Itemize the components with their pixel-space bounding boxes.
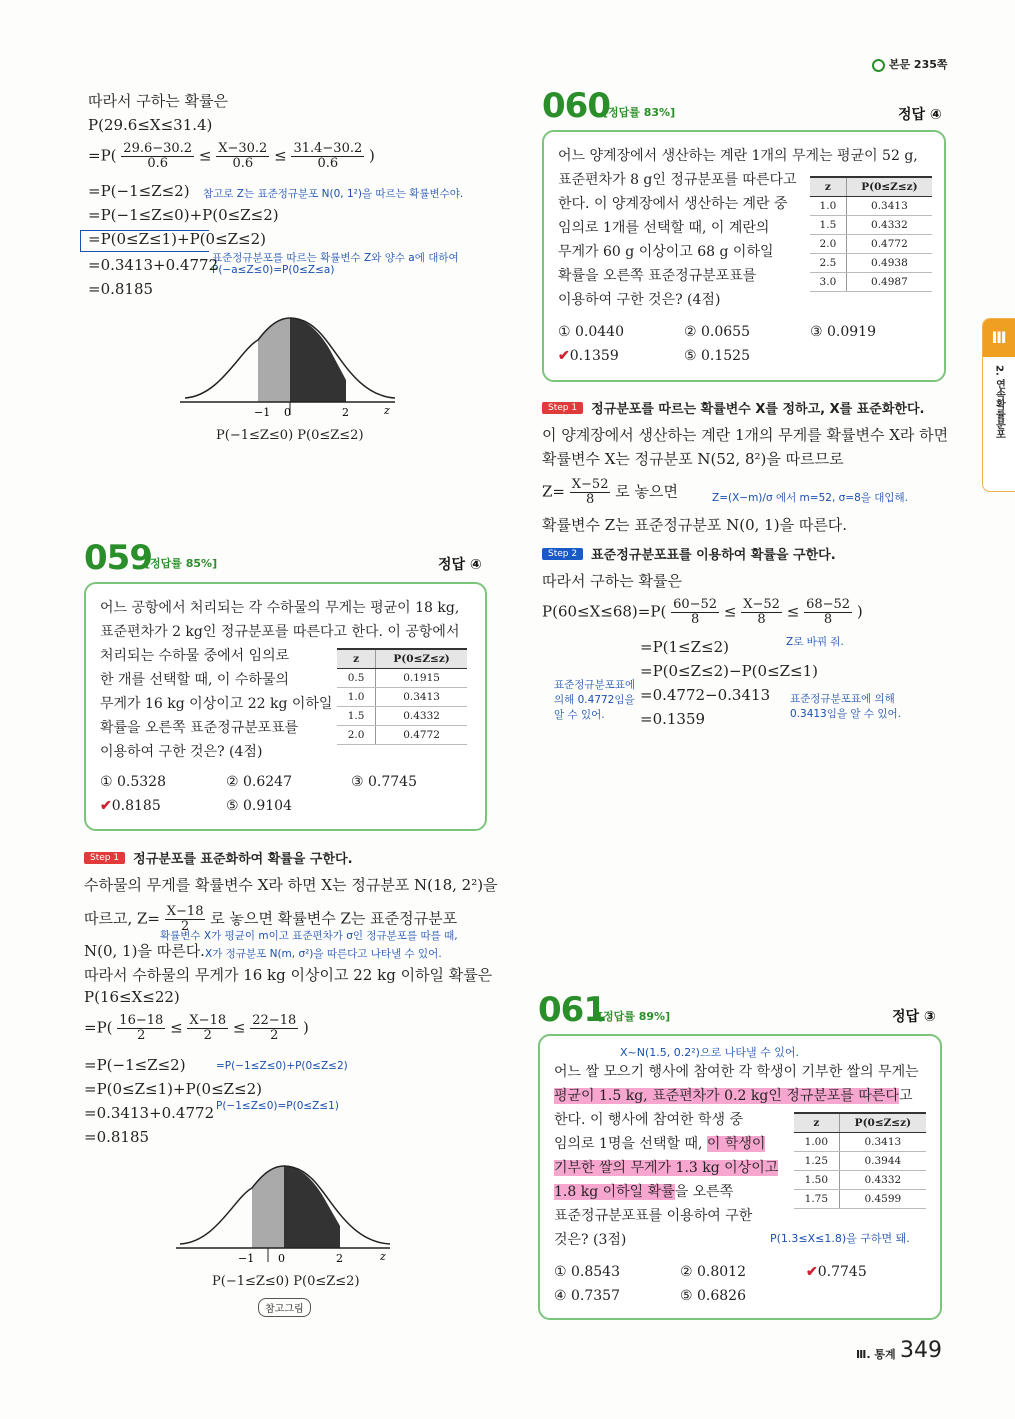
rate-059: [정답률 85%] — [145, 557, 218, 570]
sol-060-2: 확률변수 X는 정규분포 N(52, 8²)을 따르므로 — [542, 450, 844, 468]
note-059-1: 확률변수 X가 평균이 m이고 표준편차가 σ인 정규분포를 따를 때, — [160, 930, 458, 942]
sol-059-9: =0.8185 — [84, 1128, 150, 1146]
rate-060: [정답률 83%] — [603, 106, 676, 119]
choice-4-selected[interactable]: ✔0.8185 — [100, 798, 161, 814]
check-icon: ✔ — [806, 1264, 818, 1280]
step-line-3: =P(0≤Z≤1)+P(0≤Z≤2) — [88, 230, 267, 248]
sol-060-1: 이 양계장에서 생산하는 계란 1개의 무게를 확률변수 X라 하면 — [542, 426, 949, 444]
curve-caption-2: P(−1≤Z≤0) P(0≤Z≤2) — [212, 1274, 360, 1289]
choice-1[interactable]: ① 0.0440 — [558, 324, 624, 340]
choice-4-selected[interactable]: ✔0.1359 — [558, 348, 619, 364]
frac-line: =P( $\frac{29.6-30.2}{0.6}$ ≤ $\frac{X-30.2}{0.6}$ ≤ $\frac{31.4-30.2}{0.6}$ ) — [88, 141, 375, 171]
shaded-neg-2 — [252, 1166, 284, 1248]
prob-expr: P(29.6≤X≤31.4) — [88, 116, 213, 134]
tick-2-2: 2 — [336, 1252, 343, 1265]
sol-059-7: =P(0≤Z≤1)+P(0≤Z≤2) — [84, 1080, 263, 1098]
choice-5[interactable]: ⑤ 0.9104 — [226, 798, 292, 814]
problem-number-060: 060 — [542, 86, 610, 126]
zline-060: Z= $\frac{X-52}{8}$ 로 놓으면 — [542, 477, 678, 507]
sol-059-6: =P(−1≤Z≤2) — [84, 1056, 186, 1074]
note-061-top: X~N(1.5, 0.2²)으로 나타낼 수 있어. — [620, 1046, 799, 1059]
sol-059-1: 수하물의 무게를 확률변수 X라 하면 X는 정규분포 N(18, 2²)을 — [84, 876, 498, 894]
choice-5[interactable]: ⑤ 0.1525 — [684, 348, 750, 364]
step-line-2: =P(−1≤Z≤0)+P(0≤Z≤2) — [88, 206, 279, 224]
note-060-zconv: Z로 바꿔 줘. — [786, 636, 844, 648]
step2-060: Step 2 표준정규분포표를 이용하여 확률을 구한다. — [542, 544, 836, 563]
sol-059-4: 따라서 수하물의 무게가 16 kg 이상이고 22 kg 이하일 확률은 — [84, 966, 493, 984]
question-box-059 — [84, 582, 487, 831]
tick-2: 2 — [342, 406, 349, 419]
sol-060-4: 따라서 구하는 확률은 — [542, 572, 682, 590]
note-symmetry-a: 표준정규분포를 따르는 확률변수 Z와 양수 a에 대하여 — [212, 252, 459, 264]
sol-060-5: =P(1≤Z≤2) — [640, 638, 730, 656]
rate-061: [정답률 89%] — [598, 1010, 671, 1023]
choice-4[interactable]: ④ 0.7357 — [554, 1288, 620, 1304]
side-tab — [982, 318, 1015, 492]
tick-neg1: −1 — [254, 406, 271, 419]
sol-059-5: P(16≤X≤22) — [84, 988, 180, 1006]
curve-caption-1: P(−1≤Z≤0) P(0≤Z≤2) — [216, 428, 364, 443]
circle-icon — [872, 59, 885, 72]
question-box-060 — [542, 130, 946, 382]
choice-2[interactable]: ② 0.0655 — [684, 324, 750, 340]
sol-intro: 따라서 구하는 확률은 — [88, 92, 228, 110]
answer-060: 정답 ④ — [898, 107, 942, 123]
z-table-059: z P(0≤Z≤z) 0.5 0.1915 1.0 0.3413 1.5 0.4332 2.0 0.4772 — [337, 648, 467, 745]
tick-neg1-2: −1 — [238, 1252, 255, 1265]
question-text-061: 어느 쌀 모으기 행사에 참여한 각 학생이 기부한 쌀의 무게는 평균이 1.5 kg, 표준편차가 0.2 kg인 정규분포를 따른다고 한다. 이 행사에 참여한 학생 중 임의로 1명을 선택할 때, 이 학생이 기부한 쌀의 무게가 1.3 kg 이상이고 1.8 kg 이하일 확률을 오른쪽 표준정규분포표를 이용하여 구한 것은? (3점) — [554, 1064, 919, 1248]
note-060-left: 표준정규분포표에 의해 0.4772임을 알 수 있어. — [554, 679, 636, 721]
question-box-061 — [538, 1034, 942, 1320]
answer-061: 정답 ③ — [892, 1009, 936, 1025]
question-text-059: 어느 공항에서 처리되는 각 수하물의 무게는 평균이 18 kg, 표준편차가 2 kg인 정규분포를 따른다고 한다. 이 공항에서 처리되는 수하물 중에서 임의로 한 개를 선택할 때, 이 수하물의 무게가 16 kg 이상이고 22 kg 이하일 확률을 오른쪽 표준정규분포표를 이용하여 구한 것은? (4점) — [100, 600, 460, 760]
tick-0-2: 0 — [278, 1252, 285, 1265]
step1-059: Step 1 정규분포를 표준화하여 확률을 구한다. — [84, 848, 353, 867]
tick-z: z — [384, 404, 390, 417]
tick-z-2: z — [380, 1250, 386, 1263]
step-line-5: =0.8185 — [88, 280, 154, 298]
bracket — [80, 230, 209, 252]
choice-1[interactable]: ① 0.5328 — [100, 774, 166, 790]
choice-3[interactable]: ③ 0.0919 — [810, 324, 876, 340]
choice-2[interactable]: ② 0.8012 — [680, 1264, 746, 1280]
sol-059-3: N(0, 1)을 따른다. — [84, 942, 205, 960]
ref-figure-tag: 참고그림 — [258, 1298, 311, 1317]
question-text-060: 어느 양계장에서 생산하는 계란 1개의 무게는 평균이 52 g, 표준편차가 8 g인 정규분포를 따른다고 한다. 이 양계장에서 생산하는 계란 중 임의로 1개를 선택할 때, 이 계란의 무게가 60 g 이상이고 68 g 이하일 확률을 오른쪽 표준정규분포표를 이용하여 구한 것은? (4점) — [558, 148, 918, 308]
side-tab-roman: Ⅲ — [983, 319, 1015, 357]
note-standard: 참고로 Z는 표준정규분포 N(0, 1²)을 따르는 확률변수야. — [203, 188, 464, 200]
frac-line-059: =P( $\frac{16-18}{2}$ ≤ $\frac{X-18}{2}$ ≤ $\frac{22-18}{2}$ ) — [84, 1013, 309, 1043]
sol-060-3: 확률변수 Z는 표준정규분포 N(0, 1)을 따른다. — [542, 516, 848, 534]
note-061-bottom: P(1.3≤X≤1.8)을 구하면 돼. — [770, 1232, 910, 1245]
sol-060-7: =0.4772−0.3413 — [640, 686, 771, 704]
page-ref: 본문 235쪽 — [872, 56, 948, 72]
tick-0: 0 — [284, 406, 291, 419]
problem-number-059: 059 — [84, 538, 152, 578]
note-059-4: P(−1≤Z≤0)=P(0≤Z≤1) — [216, 1100, 339, 1112]
note-060-right: 표준정규분포표에 의해 0.3413임을 알 수 있어. — [790, 693, 901, 720]
note-059-3: =P(−1≤Z≤0)+P(0≤Z≤2) — [216, 1060, 348, 1072]
choice-3[interactable]: ③ 0.7745 — [351, 774, 417, 790]
shaded-neg — [258, 318, 290, 402]
sol-059-8: =0.3413+0.4772 — [84, 1104, 215, 1122]
choice-1[interactable]: ① 0.8543 — [554, 1264, 620, 1280]
problem-number-061: 061 — [538, 990, 606, 1030]
z-table-061: z P(0≤Z≤z) 1.00 0.3413 1.25 0.3944 1.50 0.4332 1.75 0.4599 — [794, 1112, 926, 1209]
footer-section: Ⅲ. 통계 — [856, 1348, 896, 1361]
choice-3-selected[interactable]: ✔0.7745 — [806, 1264, 867, 1280]
note-059-2: X가 정규분포 N(m, σ²)을 따른다고 나타낼 수 있어. — [205, 948, 442, 960]
check-icon: ✔ — [100, 798, 112, 814]
normal-curve-2 — [176, 1158, 396, 1278]
z-table-060: z P(0≤Z≤z) 1.0 0.3413 1.5 0.4332 2.0 0.4772 2.5 0.4938 3.0 0.4987 — [810, 176, 932, 292]
frac-line-060: P(60≤X≤68)=P( $\frac{60-52}{8}$ ≤ $\frac{X-52}{8}$ ≤ $\frac{68-52}{8}$ ) — [542, 597, 863, 627]
check-icon: ✔ — [558, 348, 570, 364]
page-number: 349 — [900, 1338, 942, 1363]
sol-060-8: =0.1359 — [640, 710, 706, 728]
step1-060: Step 1 정규분포를 따르는 확률변수 X를 정하고, X를 표준화한다. — [542, 398, 924, 417]
note-symmetry-b: P(−a≤Z≤0)=P(0≤Z≤a) — [212, 264, 335, 276]
note-060-z: Z=(X−m)/σ 에서 m=52, σ=8을 대입해. — [712, 492, 908, 504]
answer-059: 정답 ④ — [438, 557, 482, 573]
choice-5[interactable]: ⑤ 0.6826 — [680, 1288, 746, 1304]
side-tab-chapter: 2. 연속확률분포 — [993, 365, 1005, 440]
sol-060-6: =P(0≤Z≤2)−P(0≤Z≤1) — [640, 662, 819, 680]
choice-2[interactable]: ② 0.6247 — [226, 774, 292, 790]
sol-059-2: 따르고, Z= $\frac{X-18}{2}$ 로 놓으면 확률변수 Z는 표준정규분포 — [84, 904, 458, 934]
step-line-1: =P(−1≤Z≤2) — [88, 182, 190, 200]
step-line-4: =0.3413+0.4772 — [88, 256, 219, 274]
